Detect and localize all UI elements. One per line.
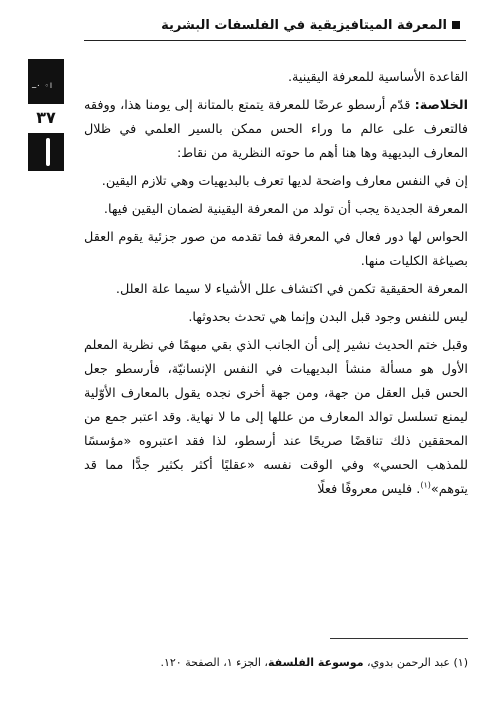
- header-square-icon: [452, 21, 460, 29]
- paragraph-conclusion: [84, 334, 468, 502]
- point-4: المعرفة الحقيقية تكمن في اكتشاف علل الأشياء لا سيما علة العلل.: [115, 282, 468, 297]
- conclusion-text: وقبل ختم الحديث نشير إلى أن الجانب الذي بقي مبهمًا في نظرية المعلم الأول هو مسألة منشأ البديهيات في النفس الإنسانيّة، فأرسطو جعل الحس قبل العقل من جهة، ومن جهة أخرى نجده يقول بالمعارف الأوّلية ليمنع تسلسل توالد المعارف من عللها إلى ما لا نهاية. وقد اعتبر جمع من المحققين ذلك تناقضًا صريحًا عند أرسطو، لذا فقد اعتبروه «مؤسسًا للمذهب الحسي» وفي الوقت نفسه «عقليًا أكثر بكثير جدًّا مما قد يتوهم»: [84, 338, 468, 497]
- page-number: ٣٧: [36, 108, 56, 127]
- footnote-rest: ، الجزء ١، الصفحة ١٢٠.: [160, 656, 268, 669]
- header-title: المعرفة الميتافيزيقية في الفلسفات البشرية: [161, 18, 447, 33]
- footnote-divider: [330, 638, 468, 639]
- footnote-number: (١): [453, 656, 468, 669]
- footnote-title: موسوعة الفلسفة: [267, 656, 364, 669]
- running-header: [84, 8, 466, 41]
- point-3: الحواس لها دور فعال في المعرفة فما تقدمه من صور جزئية يقوم العقل بصياغة الكليات منها.: [84, 230, 468, 269]
- footnote-author: عبد الرحمن بدوي،: [363, 656, 454, 669]
- conclusion-tail: . فليس معروفًا فعلًا: [317, 482, 421, 497]
- footnote: [84, 654, 468, 672]
- point-5: ليس للنفس وجود قبل البدن وإنما هي تحدث بحدوثها.: [188, 310, 468, 325]
- margin-figure-icon: [46, 138, 50, 166]
- summary-label: الخلاصة:: [414, 98, 468, 113]
- paragraph-summary: [84, 94, 468, 166]
- body-text: [84, 66, 468, 502]
- footnote-ref[interactable]: (١): [420, 480, 431, 490]
- point-1: إن في النفس معارف واضحة لديها تعرف بالبديهيات وهي تلازم اليقين.: [101, 174, 468, 189]
- point-2: المعرفة الجديدة يجب أن تولد من المعرفة اليقينية لضمان اليقين فيها.: [103, 202, 468, 217]
- summary-text: قدّم أرسطو عرضًا للمعرفة يتمتع بالمتانة إلى يومنا هذا، ووفقه فالتعرف على عالم ما وراء الحس ممكن بالسير العلمي في ظلال المعارف البديهية وها هنا أهم ما حوته النظرية من نقاط:: [84, 98, 468, 161]
- paragraph: القاعدة الأساسية للمعرفة اليقينية.: [287, 70, 468, 85]
- margin-tab-mark: ا◦ ·ـ: [32, 82, 54, 90]
